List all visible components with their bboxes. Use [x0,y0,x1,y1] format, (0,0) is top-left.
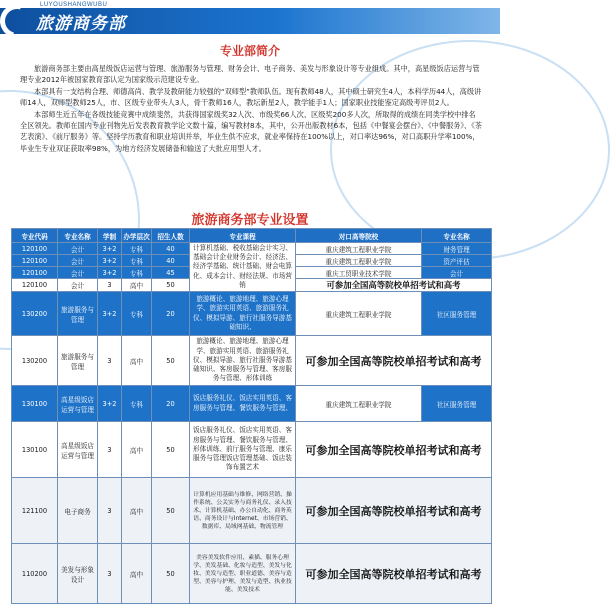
cell-count: 40 [152,243,190,255]
cell-name: 高星级饭店运营与管理 [58,386,98,422]
cell-courses: 饭店服务礼仪、饭店实用英语、客房服务与管理、餐饮服务与管理、形体训练、前厅服务与管理、康乐服务与管理饭店管理基础、饭店装饰布置艺术 [190,422,296,478]
cell-courses: 计算机应用基础与维修、网络营销、操作系统、公关实务与商务礼仪、录入技术、计算机基础、办公自动化、商务英语、商务设计与Internet、市场营销、数据库、局域网基础、物流管理 [190,478,296,544]
cell-name: 美发与形象设计 [58,544,98,604]
cell-name: 旅游服务与管理 [58,336,98,386]
cell-count: 50 [152,336,190,386]
cell-duration: 3 [98,336,122,386]
cell-major: 会计 [422,267,492,279]
cell-note: 可参加全国高等院校单招考试和高考 [296,422,492,478]
table-row [12,478,492,544]
cell-count: 20 [152,386,190,422]
intro-paragraph: 本部师生近五年在各级技能竞赛中成绩斐然，共获得国家级奖32人次、市级奖66人次、区级奖200多人次，所取得的成绩在同类学校中排名全区领先。教师在国内专业刊物先后发表教育教学论文数十篇，编写教材8本，其中，公开出版教材6本，包括《中餐宴会摆台》、《中餐服务》、《茶艺表演》、《前厅服务》等。坚持学历教育和职业培训并举，毕业生供不应求，就业率保持在100%以上，对口率达96%，对口高职升学率100%，毕业生专业双证获取率98%，为地方经济发展储备和输送了大批应用型人才。 [20,109,482,153]
cell-count: 20 [152,292,190,336]
intro-paragraph: 本部具有一支结构合理、师德高尚、教学及教研能力较强的“双师型”教师队伍。现有教师48人，其中硕士研究生4人，本科学历44人，高级讲师14人，双师型教师25人，市、区级专业带头人3人，骨干教师16人，教坛新星2人，教学能手1人；国家职业技能鉴定高级考评员2人。 [20,86,482,108]
cell-duration: 3+2 [98,267,122,279]
cell-courses: 饭店服务礼仪、饭店实用英语、客房服务与管理、餐饮服务与管理、 [190,386,296,422]
cell-name: 会计 [58,243,98,255]
cell-duration: 3+2 [98,243,122,255]
column-header: 对口高等院校 [296,229,422,243]
cell-duration: 3 [98,279,122,292]
cell-note: 可参加全国高等院校单招考试和高考 [296,478,492,544]
column-header: 学制 [98,229,122,243]
cell-level: 高中 [122,544,152,604]
table-row [12,422,492,478]
cell-level: 高中 [122,279,152,292]
column-header: 专业代码 [12,229,58,243]
cell-courses: 计算机基础、税收基础会计实习、基础会计企业财务会计、经济法、经济学基础、统计基础、财会电算化、成本会计、财经法规、市场营销 [190,243,296,292]
intro-title: 专业部简介 [219,44,280,58]
cell-level: 高中 [122,478,152,544]
cell-level: 高中 [122,422,152,478]
column-header: 专业课程 [190,229,296,243]
cell-duration: 3+2 [98,292,122,336]
cell-level: 专科 [122,292,152,336]
cell-code: 120100 [12,255,58,267]
cell-count: 50 [152,544,190,604]
cell-name: 旅游服务与管理 [58,292,98,336]
cell-code: 130100 [12,422,58,478]
cell-major: 社区服务管理 [422,292,492,336]
cell-courses: 旅游概论、旅游地理、旅游心理学、旅游实用英语、旅游服务礼仪、模拟导游、旅行社服务导游基础知识、 [190,292,296,336]
table-header-row [12,229,492,243]
cell-count: 50 [152,422,190,478]
cell-code: 130100 [12,386,58,422]
table-title: 旅游商务部专业设置 [191,213,309,228]
cell-duration: 3+2 [98,255,122,267]
table-row [12,292,492,336]
cell-level: 专科 [122,386,152,422]
cell-level: 专科 [122,267,152,279]
table-row [12,544,492,604]
cell-note: 可参加全国高等院校单招考试和高考 [296,544,492,604]
cell-university: 重庆建筑工程职业学院 [296,243,422,255]
cell-university: 重庆建筑工程职业学院 [296,292,422,336]
intro-text [20,63,482,154]
cell-code: 120100 [12,279,58,292]
cell-code: 120100 [12,243,58,255]
cell-note: 可参加全国高等院校单招考试和高考 [296,336,492,386]
cell-university: 重庆建筑工程职业学院 [296,386,422,422]
table-row [12,336,492,386]
table-row [12,243,492,255]
cell-name: 会计 [58,255,98,267]
cell-code: 130200 [12,292,58,336]
cell-count: 50 [152,279,190,292]
cell-name: 会计 [58,279,98,292]
cell-code: 120100 [12,267,58,279]
cell-duration: 3 [98,544,122,604]
major-table [11,228,492,604]
cell-courses: 旅游概论、旅游地理、旅游心理学、旅游实用英语、旅游服务礼仪、模拟导游、旅行社服务导游基础知识、客房服务与管理、客房服务与管理、形体训练 [190,336,296,386]
cell-level: 专科 [122,255,152,267]
column-header: 专业名称 [58,229,98,243]
cell-code: 121100 [12,478,58,544]
cell-university: 重庆建筑工程职业学院 [296,255,422,267]
cell-major: 财务管理 [422,243,492,255]
table-row [12,386,492,422]
cell-name: 高星级饭店运营与管理 [58,422,98,478]
cell-name: 会计 [58,267,98,279]
cell-duration: 3 [98,422,122,478]
cell-major: 资产评估 [422,255,492,267]
column-header: 招生人数 [152,229,190,243]
cell-note: 可参加全国高等院校单招考试和高考 [296,279,492,292]
column-header: 办学层次 [122,229,152,243]
cell-count: 45 [152,267,190,279]
cell-code: 110200 [12,544,58,604]
column-header: 专业名称 [422,229,492,243]
intro-paragraph: 旅游商务部主要由高星级饭店运营与管理、旅游服务与管理、财务会计、电子商务、美发与形象设计等专业组成。其中，高星级饭店运营与管理专业2012年被国家教育部认定为国家级示范建设专业。 [20,64,480,85]
cell-code: 130200 [12,336,58,386]
cell-name: 电子商务 [58,478,98,544]
header-title: 旅游商务部 [36,14,126,34]
cell-level: 高中 [122,336,152,386]
cell-courses: 美容美发软件应用、素描、服务心理学、美发基础、化妆与造型、美发与化妆、美发与造型、职业道德、美容与造型、美容与护理、美发与造型、执业技能、美发技术 [190,544,296,604]
cell-duration: 3 [98,478,122,544]
cell-count: 50 [152,478,190,544]
header-pinyin: LUYOUSHANGWUBU [40,2,108,8]
cell-major: 社区服务管理 [422,386,492,422]
cell-level: 专科 [122,243,152,255]
page-header [0,0,500,34]
cell-university: 重庆工贸职业技术学院 [296,267,422,279]
swoosh-logo-icon [0,0,40,44]
cell-count: 40 [152,255,190,267]
cell-duration: 3+2 [98,386,122,422]
